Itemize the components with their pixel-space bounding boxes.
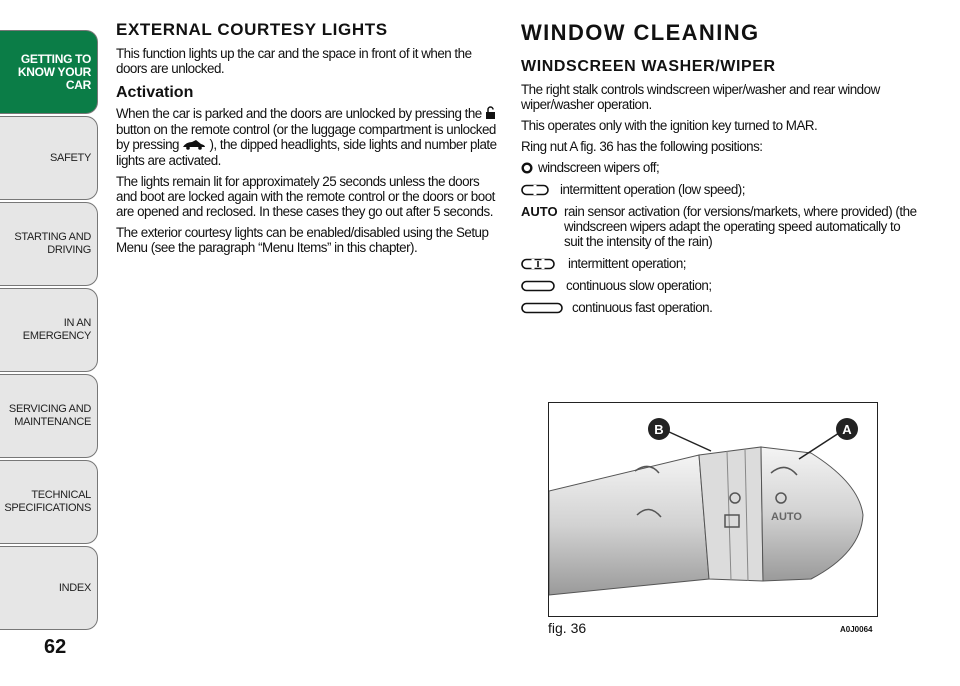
setup-menu-paragraph: The exterior courtesy lights can be enabled/disabled using the Setup Menu (see the paragraph “Menu Items” in this chapter).: [116, 225, 489, 256]
position-continuous-fast-text: continuous fast operation.: [572, 300, 713, 315]
position-intermittent-low: [521, 182, 921, 197]
activation-heading: Activation: [116, 84, 194, 101]
windscreen-washer-heading: WINDSCREEN WASHER/WIPER: [521, 58, 776, 75]
position-continuous-slow: [521, 278, 921, 293]
tab-index[interactable]: INDEX: [0, 546, 98, 630]
position-auto: [521, 204, 921, 249]
stalk-paragraph: The right stalk controls windscreen wiper/washer and rear window wiper/washer operation.: [521, 82, 880, 112]
tab-servicing-and-maintenance[interactable]: SERVICING AND MAINTENANCE: [0, 374, 98, 458]
figure-caption: fig. 36: [548, 620, 587, 636]
boot-release-icon: [182, 138, 206, 153]
activation-text-b: button on the remote control (or the luggage compartment is unlocked by pressing: [116, 122, 496, 153]
page-number: 62: [44, 636, 67, 658]
left-column: [116, 20, 500, 261]
ring-nut-paragraph: Ring nut A fig. 36 has the following positions:: [521, 139, 763, 154]
position-off: [521, 160, 921, 175]
unlock-padlock-icon: [485, 106, 496, 122]
position-off-text: windscreen wipers off;: [538, 160, 660, 175]
stalk-auto-text: AUTO: [771, 511, 802, 523]
tab-getting-to-know-your-car[interactable]: GETTING TO KNOW YOUR CAR: [0, 30, 98, 114]
tab-safety[interactable]: SAFETY: [0, 116, 98, 200]
off-circle-icon: [521, 160, 533, 175]
duration-paragraph: The lights remain lit for approximately 25 seconds unless the doors and boot are locked again with the remote control or the doors or boot are opened and reclosed. In these cases they go out after 5 seconds.: [116, 174, 495, 220]
position-intermittent-text: intermittent operation;: [568, 256, 687, 271]
position-continuous-slow-text: continuous slow operation;: [566, 278, 712, 293]
position-intermittent-low-text: intermittent operation (low speed);: [560, 182, 745, 197]
ignition-paragraph: This operates only with the ignition key turned to MAR.: [521, 118, 818, 133]
figure-36-stalk: [548, 402, 878, 617]
position-auto-text: rain sensor activation (for versions/markets, where provided) (the windscreen wipers adapt the operating speed automatically to suit the intensity of the rain): [564, 204, 917, 249]
figure-code: A0J0064: [840, 625, 873, 634]
right-column: [521, 20, 921, 322]
tab-in-an-emergency[interactable]: IN AN EMERGENCY: [0, 288, 98, 372]
chapter-tabs: [0, 0, 100, 640]
intro-paragraph: This function lights up the car and the space in front of it when the doors are unlocked.: [116, 46, 472, 76]
position-continuous-fast: [521, 300, 921, 315]
activation-paragraph: [116, 106, 500, 168]
callout-b-label: B: [654, 422, 664, 437]
intermittent-icon: [521, 256, 563, 271]
window-cleaning-title: WINDOW CLEANING: [521, 20, 760, 45]
activation-text-c: ), the dipped headlights, side lights and number plate lights are activated.: [116, 137, 497, 169]
tab-technical-specifications[interactable]: TECHNICAL SPECIFICATIONS: [0, 460, 98, 544]
tab-starting-and-driving[interactable]: STARTING AND DRIVING: [0, 202, 98, 286]
position-intermittent: [521, 256, 921, 271]
intermittent-low-icon: [521, 182, 555, 197]
callout-a-label: A: [842, 422, 852, 437]
auto-label: AUTO: [521, 204, 558, 219]
continuous-slow-icon: [521, 278, 561, 293]
external-courtesy-lights-heading: EXTERNAL COURTESY LIGHTS: [116, 20, 388, 39]
activation-text-a: When the car is parked and the doors are unlocked by pressing the: [116, 106, 482, 121]
wiper-stalk-illustration: [549, 403, 877, 616]
continuous-fast-icon: [521, 300, 567, 315]
